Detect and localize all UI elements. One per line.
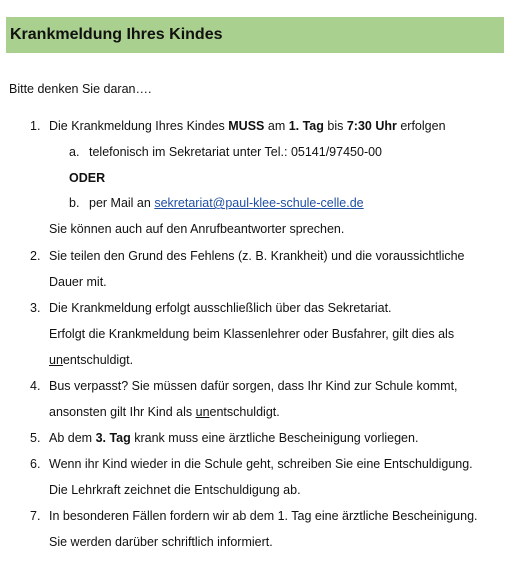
oder-text: ODER: [69, 171, 106, 185]
text-run: am: [264, 119, 289, 133]
list-item-7-line-1: In besonderen Fällen fordern wir ab dem 1. Tag eine ärztliche Bescheinigung.: [49, 509, 478, 523]
text-run: per Mail an: [89, 196, 155, 210]
text-run: Ab dem: [49, 431, 96, 445]
list-item-2-line-2: Dauer mit.: [49, 275, 107, 289]
list-item-5-line-1: [49, 430, 418, 446]
sub-list-label: a.: [69, 145, 80, 159]
emphasis-muss: MUSS: [228, 119, 265, 133]
text-run: krank muss eine ärztliche Bescheinigung vorliegen.: [130, 431, 419, 445]
list-number: 2.: [30, 249, 41, 263]
text-run: entschuldigt.: [62, 353, 134, 367]
list-number: 1.: [30, 119, 41, 133]
list-number: 3.: [30, 301, 41, 315]
emphasis-first-day: 1. Tag: [288, 119, 324, 133]
text-run: Die Krankmeldung Ihres Kindes: [49, 119, 229, 133]
list-number: 7.: [30, 509, 41, 523]
sub-item-mail: [89, 195, 364, 211]
title-banner: [6, 17, 504, 53]
underlined-prefix: un: [49, 353, 63, 367]
list-item-6-line-1: Wenn ihr Kind wieder in die Schule geht, schreiben Sie eine Entschuldigung.: [49, 457, 473, 471]
underlined-prefix: un: [195, 405, 210, 419]
answering-machine-note: Sie können auch auf den Anrufbeantworter sprechen.: [49, 222, 345, 236]
text-run: ansonsten gilt Ihr Kind als: [49, 405, 196, 419]
list-number: 4.: [30, 379, 41, 393]
page-title: Krankmeldung Ihres Kindes: [10, 26, 223, 43]
oder-separator: [69, 170, 105, 186]
sub-list-label: b.: [69, 196, 80, 210]
list-item-1-line-1: [49, 118, 446, 134]
list-number: 6.: [30, 457, 41, 471]
list-item-3-line-3: [49, 352, 133, 368]
text-run: bis: [323, 119, 347, 133]
list-item-7-line-2: Sie werden darüber schriftlich informiert.: [49, 535, 273, 549]
list-item-4-line-2: [49, 404, 280, 420]
emphasis-time: 7:30 Uhr: [346, 119, 397, 133]
list-number: 5.: [30, 431, 41, 445]
list-item-6-line-2: Die Lehrkraft zeichnet die Entschuldigung ab.: [49, 483, 301, 497]
list-item-3-line-1: Die Krankmeldung erfolgt ausschließlich über das Sekretariat.: [49, 301, 392, 315]
sub-item-phone: telefonisch im Sekretariat unter Tel.: 05141/97450-00: [89, 145, 383, 159]
list-item-2-line-1: Sie teilen den Grund des Fehlens (z. B. Krankheit) und die voraussichtliche: [49, 249, 465, 263]
emphasis-third-day: 3. Tag: [95, 431, 131, 445]
email-link[interactable]: sekretariat@paul-klee-schule-celle.de: [154, 196, 364, 210]
text-run: entschuldigt.: [209, 405, 280, 419]
list-item-3-line-2: Erfolgt die Krankmeldung beim Klassenlehrer oder Busfahrer, gilt dies als: [49, 327, 455, 341]
text-run: erfolgen: [396, 119, 446, 133]
intro-text: Bitte denken Sie daran….: [9, 82, 152, 96]
list-item-4-line-1: Bus verpasst? Sie müssen dafür sorgen, dass Ihr Kind zur Schule kommt,: [49, 379, 458, 393]
